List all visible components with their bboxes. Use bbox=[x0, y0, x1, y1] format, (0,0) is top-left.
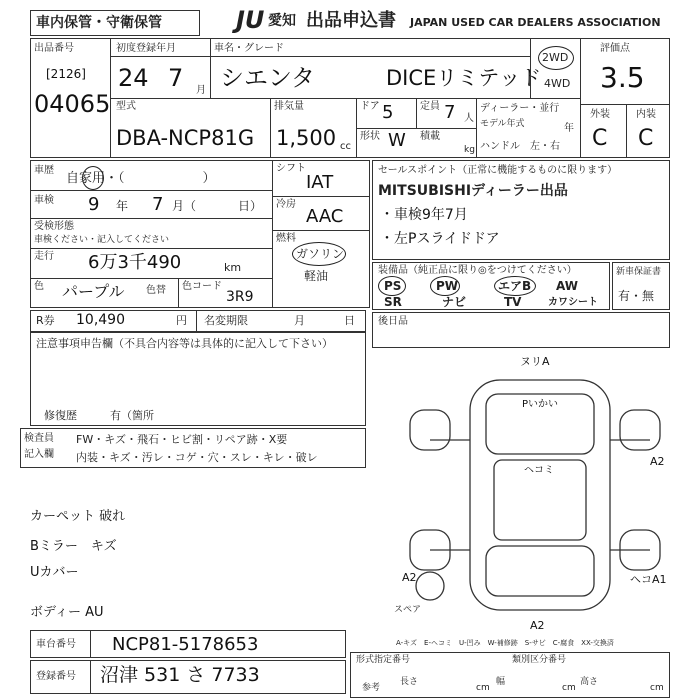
equipment-label: 装備品（純正品に限り◎をつけてください） bbox=[378, 265, 577, 276]
recycle-label: R券 bbox=[36, 314, 55, 327]
reg-no-label: 登録番号 bbox=[36, 671, 76, 682]
storage-title: 車内保管・守衛保管 bbox=[36, 15, 162, 31]
damage-legend: A-キズ E-ヘコミ U-凹み W-補修跡 S-サビ C-腐食 XX-交換済 bbox=[396, 639, 614, 647]
displacement-value: 1,500 bbox=[276, 126, 337, 150]
association-name: JAPAN USED CAR DEALERS ASSOCIATION bbox=[410, 16, 661, 29]
notes-label: 注意事項申告欄（不具合内容等は具体的に記入して下さい） bbox=[36, 337, 333, 350]
shaken-month-unit: 月（ bbox=[172, 199, 197, 213]
fuel-label: 燃料 bbox=[276, 233, 296, 244]
equip-leather-seat: カワシート bbox=[548, 297, 598, 308]
repair-history-option: 有（箇所 bbox=[110, 409, 154, 422]
dims-length-unit: cm bbox=[476, 683, 490, 693]
aircon-label: 冷房 bbox=[276, 199, 296, 210]
drive-circle bbox=[538, 46, 574, 70]
score-label: 評価点 bbox=[600, 43, 630, 54]
usage-circle bbox=[82, 166, 104, 190]
sheet-title: 出品申込書 bbox=[306, 10, 396, 31]
shift-label: シフト bbox=[276, 163, 306, 174]
car-name-label: 車名・グレード bbox=[214, 43, 284, 54]
shaken-label: 車検 bbox=[34, 195, 54, 206]
equip-ps: PS bbox=[384, 279, 402, 293]
registration-month: 7 bbox=[168, 64, 184, 92]
displacement-unit: cc bbox=[340, 141, 351, 152]
fuel-diesel: 軽油 bbox=[304, 269, 329, 283]
doors-label: ドア bbox=[360, 101, 380, 112]
equip-navi: ナビ bbox=[442, 295, 467, 309]
note-mirror: Bミラー キズ bbox=[30, 539, 117, 554]
shape-label: 形状 bbox=[360, 131, 380, 142]
chassis-value: NCP81-5178653 bbox=[112, 634, 259, 655]
dims-width-unit: cm bbox=[562, 683, 576, 693]
diagram-mark-p: Pいかい bbox=[522, 399, 559, 410]
equip-tv: TV bbox=[504, 295, 522, 309]
shaken-month: 7 bbox=[152, 194, 164, 215]
recycle-value: 10,490 bbox=[76, 312, 125, 328]
note-cover: Uカバー bbox=[30, 565, 79, 580]
dims-class-no: 類別区分番号 bbox=[512, 655, 567, 665]
back-date-label: 後日品 bbox=[378, 316, 408, 327]
inspector-label: 検査員 bbox=[24, 433, 54, 444]
color-change-label: 色替 bbox=[146, 285, 166, 296]
inspector-fw-row: FW・キズ・飛石・ヒビ割・リペア跡・X要 bbox=[76, 433, 288, 446]
mileage-label: 走行 bbox=[34, 251, 54, 262]
dealer-label: ディーラー・並行 bbox=[480, 103, 560, 114]
model-year-label: モデル年式 bbox=[480, 119, 525, 129]
diagram-mark-nuri: ヌリA bbox=[520, 355, 550, 368]
ju-logo: JU bbox=[236, 6, 265, 34]
repair-history-label: 修復歴 bbox=[44, 409, 77, 422]
handle-label: ハンドル bbox=[480, 141, 520, 152]
selling-line2: ・車検9年7月 bbox=[380, 207, 468, 223]
interior-label: 内装 bbox=[636, 109, 656, 120]
shift-value: IAT bbox=[306, 172, 334, 193]
dims-width: 幅 bbox=[496, 677, 506, 687]
exterior-label: 外装 bbox=[590, 109, 610, 120]
mileage-unit: km bbox=[224, 261, 242, 274]
load-unit: kg bbox=[464, 145, 475, 155]
chassis-label: 車台番号 bbox=[36, 639, 76, 650]
equip-aw: AW bbox=[556, 279, 578, 293]
receipt-label: 受検形態 bbox=[34, 221, 74, 232]
dims-ref: 参考 bbox=[362, 683, 381, 693]
name-change-day: 日 bbox=[344, 314, 355, 327]
inspector-note-label: 記入欄 bbox=[24, 449, 54, 460]
lot-label: 出品番号 bbox=[34, 43, 74, 54]
capacity-label: 定員 bbox=[420, 101, 440, 112]
drive-4wd: 4WD bbox=[544, 77, 571, 90]
color-value: パープル bbox=[62, 282, 125, 301]
dims-type-no: 形式指定番号 bbox=[356, 655, 411, 665]
shaken-day-unit: 日） bbox=[238, 199, 263, 213]
dims-length: 長さ bbox=[400, 677, 419, 687]
drive-2wd: 2WD bbox=[542, 51, 569, 64]
note-body: ボディー AU bbox=[30, 605, 104, 620]
receipt-note: 車検ください・記入してください bbox=[34, 235, 170, 245]
color-code-value: 3R9 bbox=[226, 289, 254, 305]
model-year-unit: 年 bbox=[564, 123, 574, 134]
car-grade: DICEリミテッド bbox=[386, 66, 542, 90]
name-change-month: 月 bbox=[294, 314, 305, 327]
equip-circle-ps bbox=[378, 276, 406, 296]
usage-value: 自家用・（ ） bbox=[66, 171, 216, 186]
aircon-value: AAC bbox=[306, 206, 344, 227]
doors-value: 5 bbox=[382, 102, 394, 123]
equip-circle-pw bbox=[430, 276, 460, 296]
shaken-year: 9 bbox=[88, 194, 100, 215]
lot-number: 04065 bbox=[34, 90, 111, 118]
car-name: シエンタ bbox=[220, 64, 316, 92]
model-label: 型式 bbox=[116, 101, 136, 112]
color-code-label: 色コード bbox=[182, 281, 222, 292]
fuel-circle bbox=[292, 242, 346, 266]
usage-label: 車歴 bbox=[34, 165, 54, 176]
inspector-interior-row: 内装・キズ・汚レ・コゲ・穴・スレ・キレ・破レ bbox=[76, 451, 318, 464]
diagram-mark-a2-right: A2 bbox=[650, 455, 665, 468]
registration-label: 初度登録年月 bbox=[116, 43, 176, 54]
diagram-mark-a2-left: A2 bbox=[402, 571, 417, 584]
back-date-box bbox=[372, 312, 670, 348]
score-value: 3.5 bbox=[600, 61, 645, 94]
capacity-unit: 人 bbox=[464, 113, 474, 124]
equip-airbag: エアB bbox=[498, 279, 532, 293]
diagram-mark-a2-bottom: A2 bbox=[530, 619, 545, 632]
diagram-mark-hekomi: ヘコミ bbox=[524, 465, 554, 476]
lot-bracket-code: [2126] bbox=[46, 67, 86, 81]
shape-value: W bbox=[388, 130, 406, 151]
spare-label: スペア bbox=[394, 605, 422, 615]
load-label: 積載 bbox=[420, 131, 440, 142]
place-name: 愛知 bbox=[268, 13, 296, 29]
reg-no-value: 沼津 531 さ 7733 bbox=[100, 664, 260, 686]
displacement-label: 排気量 bbox=[274, 101, 304, 112]
name-change-label: 名変期限 bbox=[204, 314, 248, 327]
warranty-label: 新車保証書 bbox=[616, 267, 662, 277]
equip-circle-airbag bbox=[494, 276, 536, 296]
warranty-options: 有・無 bbox=[618, 289, 655, 303]
recycle-unit: 円 bbox=[176, 314, 187, 327]
dims-height-unit: cm bbox=[650, 683, 664, 693]
equip-sr: SR bbox=[384, 295, 402, 309]
selling-line1: MITSUBISHIディーラー出品 bbox=[378, 183, 568, 199]
color-label: 色 bbox=[34, 281, 44, 292]
interior-value: C bbox=[638, 126, 654, 151]
registration-month-unit: 月 bbox=[196, 85, 206, 96]
note-carpet: カーペット 破れ bbox=[30, 509, 126, 524]
selling-label: セールスポイント（正常に機能するものに限ります） bbox=[378, 165, 618, 176]
registration-year: 24 bbox=[118, 64, 149, 92]
equip-pw: PW bbox=[436, 279, 459, 293]
dims-height: 高さ bbox=[580, 677, 599, 687]
exterior-value: C bbox=[592, 126, 608, 151]
diagram-mark-heko: ヘコA1 bbox=[630, 573, 667, 586]
capacity-value: 7 bbox=[444, 102, 456, 123]
handle-options: 左・右 bbox=[530, 141, 560, 152]
model-value: DBA-NCP81G bbox=[116, 126, 255, 150]
shaken-year-unit: 年 bbox=[116, 199, 129, 213]
selling-line3: ・左Pスライドドア bbox=[380, 231, 500, 247]
fuel-gasoline: ガソリン bbox=[296, 247, 345, 261]
mileage-value: 6万3千490 bbox=[88, 252, 182, 273]
car-damage-diagram bbox=[390, 350, 680, 650]
